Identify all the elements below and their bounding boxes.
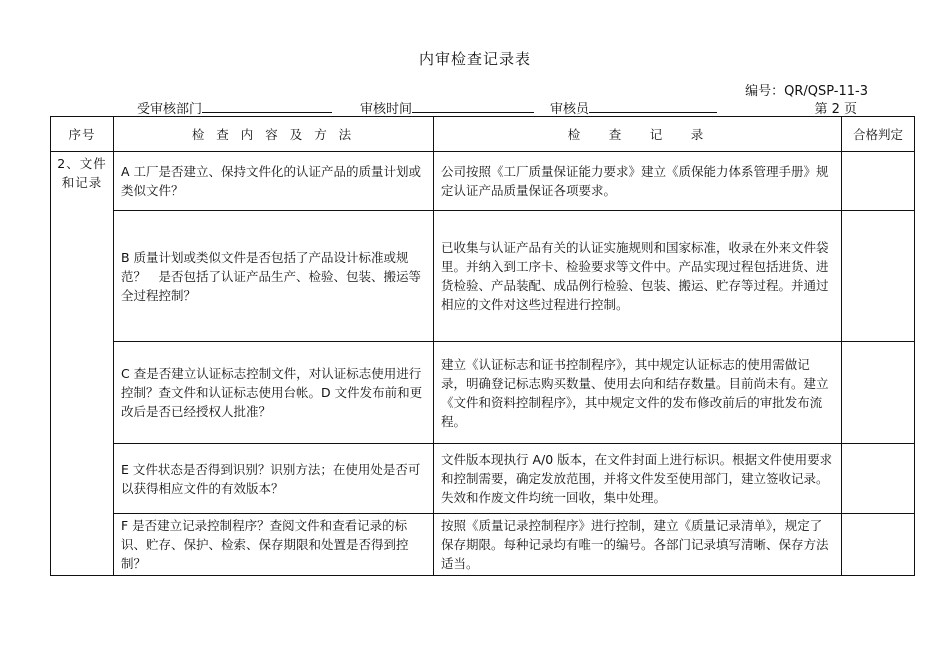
record-cell: 按照《质量记录控制程序》进行控制，建立《质量记录清单》，规定了保存期限。每种记录均有唯一的编号。各部门记录填写清晰、保存方法适当。 [434,514,842,576]
table-row [51,514,915,576]
table-row [51,444,915,514]
audited-dept-blank [202,100,332,113]
header-no: 序号 [51,117,114,152]
record-cell: 公司按照《工厂质量保证能力要求》建立《质保能力体系管理手册》规定认证产品质量保证各项要求。 [434,152,842,211]
result-cell [842,152,915,211]
result-cell [842,514,915,576]
auditor-label: 审核员 [550,102,590,117]
table-row [51,342,915,444]
audited-dept-label: 受审核部门 [137,102,203,117]
audited-dept [137,98,332,117]
content-cell: B 质量计划或类似文件是否包括了产品设计标准或规范？ 是否包括了认证产品生产、检验、包装、搬运等全过程控制？ [114,211,434,342]
result-cell [842,211,915,342]
audit-time [360,98,534,117]
header-content: 检 查 内 容 及 方 法 [114,117,434,152]
content-cell: A 工厂是否建立、保持文件化的认证产品的质量计划或类似文件？ [114,152,434,211]
audit-meta-row [137,98,857,117]
page-title: 内审检查记录表 [418,50,531,68]
result-cell [842,342,915,444]
auditor [550,98,717,117]
table-row [51,152,915,211]
audit-time-label: 审核时间 [360,102,413,117]
content-cell: C 查是否建立认证标志控制文件，对认证标志使用进行控制？查文件和认证标志使用台帐。D 文件发布前和更改后是否已经授权人批准？ [114,342,434,444]
record-cell: 文件版本现执行 A/0 版本，在文件封面上进行标识。根据文件使用要求和控制需要，确定发放范围，并将文件发至使用部门，建立签收记录。失效和作废文件均统一回收，集中处理。 [434,444,842,514]
document-number: 编号：QR/QSP-11-3 [745,84,868,99]
content-cell: E 文件状态是否得到识别？识别方法；在使用处是否可以获得相应文件的有效版本？ [114,444,434,514]
audit-record-table [50,116,915,576]
header-record: 检 查 记 录 [434,117,842,152]
page-number: 第 2 页 [814,102,857,117]
result-cell [842,444,915,514]
table-row [51,211,915,342]
content-cell: F 是否建立记录控制程序？查阅文件和查看记录的标识、贮存、保护、检索、保存期限和处置是否得到控制？ [114,514,434,576]
auditor-blank [589,100,717,113]
record-cell: 建立《认证标志和证书控制程序》，其中规定认证标志的使用需做记录，明确登记标志购买数量、使用去向和结存数量。目前尚未有。建立《文件和资料控制程序》，其中规定文件的发布修改前后的审批发布流程。 [434,342,842,444]
audit-time-blank [412,100,534,113]
section-number-cell: 2、文件和记录 [51,152,114,576]
record-cell: 已收集与认证产品有关的认证实施规则和国家标准，收录在外来文件袋里。并纳入到工序卡、检验要求等文件中。产品实现过程包括进货、进货检验、产品装配、成品例行检验、包装、搬运、贮存等过程。并通过相应的文件对这些过程进行控制。 [434,211,842,342]
table-header-row [51,117,915,152]
header-result: 合格判定 [842,117,915,152]
